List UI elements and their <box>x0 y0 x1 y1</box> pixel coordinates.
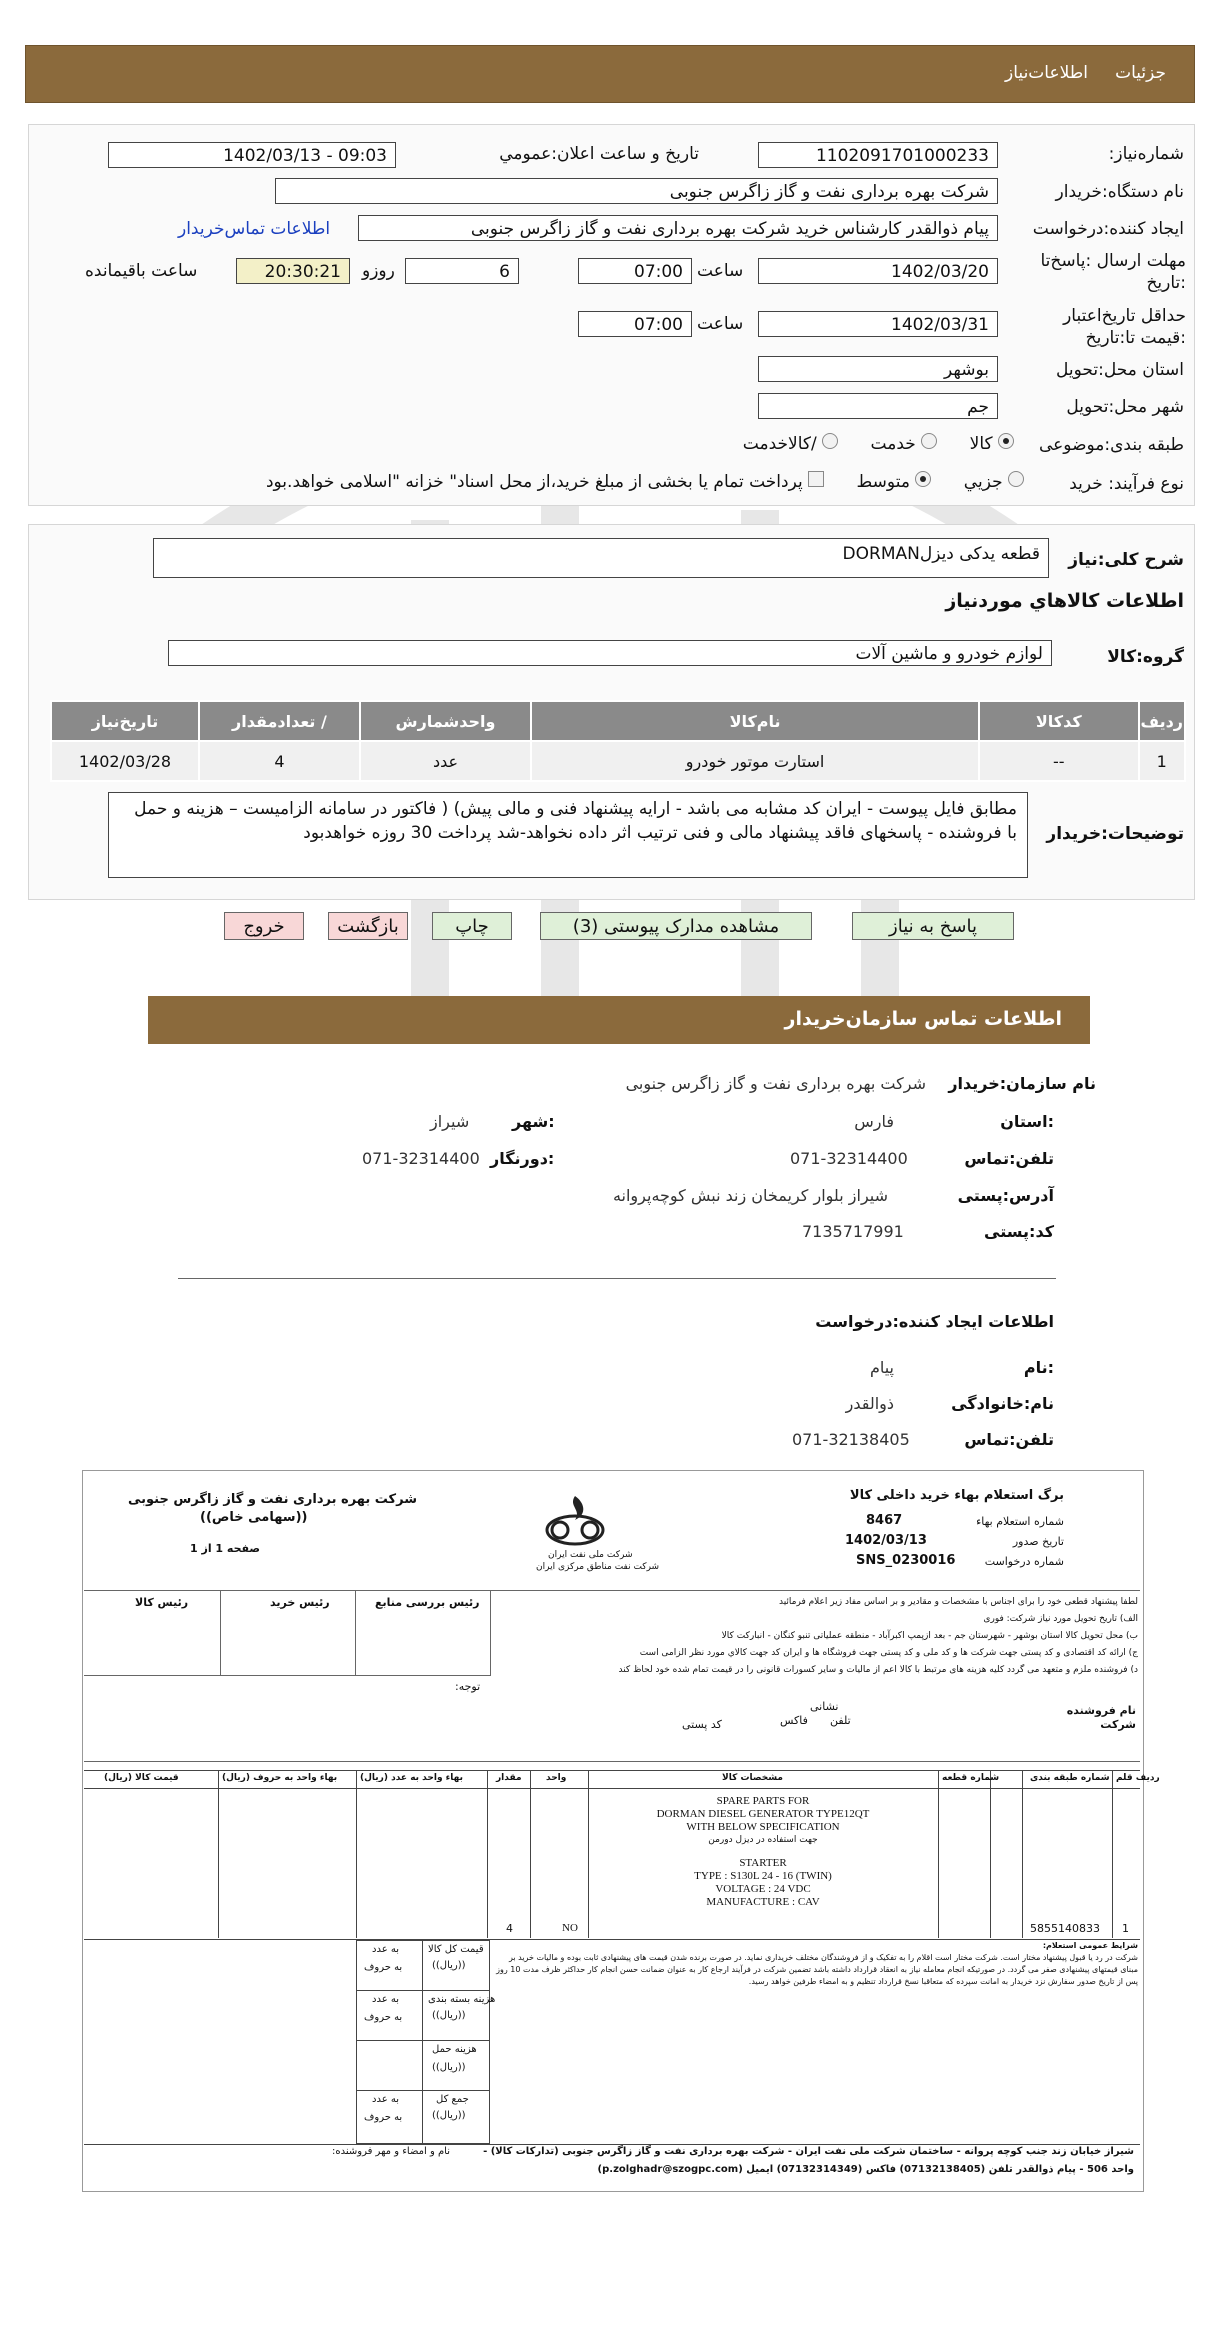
seller-sign-label: نام و امضاء و مهر فروشنده: <box>332 2146 450 2157</box>
scan-note-line: د) فروشنده ملزم و متعهد می گردد کلیه هزینه های مرتبط با کالا اعم از مالیات و سایر کسورات قانونی را در قیمت تمام شده خود لحاظ کند <box>618 1665 1138 1675</box>
scan-col-qty: مقدار <box>496 1773 522 1783</box>
grand-total-label: جمع کل <box>436 2094 469 2105</box>
scan-note-line: الف) تاریخ تحویل مورد نیاز شرکت: فوری <box>983 1614 1138 1624</box>
reply-button[interactable]: پاسخ به نیاز <box>852 912 1014 940</box>
need-number-label: شماره‌نیاز: <box>1108 144 1184 164</box>
deadline-date-field: 1402/03/20 <box>758 258 998 284</box>
col-date: تاریخ‌نیاز <box>51 701 199 741</box>
validity-time-label: ساعت <box>697 314 744 334</box>
contact-province-label: :استان <box>1000 1112 1054 1131</box>
creator-info-heading: اطلاعات ایجاد کننده:درخواست <box>815 1312 1054 1331</box>
col-code: کدکالا <box>979 701 1139 741</box>
scan-col-unit-price-words: بهاء واحد به حروف (ریال) <box>222 1773 338 1783</box>
category-service-label: خدمت <box>870 434 916 454</box>
scan-note-line: ج) ارائه کد اقتصادی و کد پستی جهت شرکت ها و کد ملی و کد پستی جهت فروشگاه ها و ایران کد جهت کالاي مورد نظر الزامی است <box>639 1648 1138 1658</box>
cell-row: 1 <box>1139 741 1185 781</box>
category-options <box>743 433 1014 454</box>
nioc-logo <box>540 1492 610 1548</box>
scan-inquiry-label: شماره استعلام بهاء <box>976 1515 1064 1528</box>
total-packing-label: هزینه بسته بندی <box>428 1994 496 2005</box>
validity-date-field: 1402/03/31 <box>758 311 998 337</box>
seller-company-label: شرکت <box>1100 1718 1136 1731</box>
announce-label: تاریخ و ساعت اعلان:عمومي <box>499 144 699 164</box>
contact-phone-value: 071-32314400 <box>790 1149 908 1168</box>
buyer-contact-link[interactable]: اطلاعات تماس‌خریدار <box>178 219 331 239</box>
sig-purchase-head: رئیس خرید <box>270 1596 330 1609</box>
cell-qty: 4 <box>199 741 360 781</box>
in-numbers-1: به عدد <box>372 1944 399 1955</box>
contact-fax-label: :دورنگار <box>490 1149 555 1168</box>
scan-notes-text <box>488 1594 1138 1679</box>
scan-col-total: قیمت کالا (ریال) <box>104 1773 179 1783</box>
validity-label: حداقل تاریخ‌اعتبار :قیمت تا:تاریخ <box>1063 306 1186 348</box>
contact-phone-label: تلفن:تماس <box>964 1149 1054 1168</box>
process-options <box>266 471 1024 492</box>
category-service-radio[interactable] <box>921 433 937 449</box>
scan-item-row: 1 <box>1122 1922 1129 1935</box>
goods-group-label: گروه:کالا <box>1107 647 1184 667</box>
process-medium-label: متوسط <box>856 472 910 492</box>
category-both-radio[interactable] <box>822 433 838 449</box>
seller-fax-label: فاکس <box>780 1714 808 1727</box>
contact-title: اطلاعات تماس سازمان‌خریدار <box>784 1008 1062 1030</box>
attachments-button[interactable]: مشاهده مدارک پیوستی (3) <box>540 912 812 940</box>
spec-line: MANUFACTURE : CAV <box>706 1896 820 1908</box>
buyer-org-field: شرکت بهره برداری نفت و گاز زاگرس جنوبی <box>275 178 998 204</box>
buyer-notes-label: توضیحات:خریدار <box>1046 824 1184 844</box>
contact-postal-label: کد:پستی <box>984 1222 1054 1241</box>
seller-name-label: نام فروشنده <box>1066 1704 1136 1717</box>
process-medium-radio[interactable] <box>915 471 931 487</box>
category-goods-label: کالا <box>969 434 993 454</box>
goods-table-header <box>51 701 1185 741</box>
contact-divider <box>178 1278 1056 1279</box>
scan-company-type: ((سهامی خاص)) <box>200 1510 308 1525</box>
announce-field: 1402/03/13 - 09:03 <box>108 142 396 168</box>
col-row: ردیف <box>1139 701 1185 741</box>
total-shipping-label: هزینه حمل <box>432 2044 477 2055</box>
contact-fax-value: 071-32314400 <box>362 1149 480 1168</box>
category-goods-radio[interactable] <box>998 433 1014 449</box>
city-field: جم <box>758 393 998 419</box>
scan-note-line: ب) محل تحویل کالا استان بوشهر - شهرستان جم - بعد ازپمپ اکبرآباد - منطقه عملیاتی تنبو کنگان - انبارکت کالا <box>721 1631 1138 1641</box>
cell-code: -- <box>979 741 1139 781</box>
tab-need-info[interactable]: اطلاعات‌نیاز <box>1005 63 1089 83</box>
creator-phone-label: تلفن:تماس <box>964 1430 1054 1449</box>
creator-name-value: پیام <box>869 1358 894 1377</box>
process-partial-label: جزیي <box>963 472 1003 492</box>
contact-address-value: شیراز بلوار کریمخان زند نبش کوچه‌پروانه <box>612 1186 888 1205</box>
creator-family-value: ذوالقدر <box>845 1394 894 1413</box>
contact-org-label: نام سازمان:خریدار <box>948 1074 1096 1093</box>
in-numbers-3: به عدد <box>372 2094 399 2105</box>
scan-inquiry-value: 8467 <box>866 1513 903 1528</box>
deadline-time-field: 07:00 <box>578 258 692 284</box>
scan-col-unit-price-num: بهاء واحد به عدد (ریال) <box>360 1773 463 1783</box>
contact-postal-value: 7135717991 <box>802 1222 904 1241</box>
need-number-field: 1102091701000233 <box>758 142 998 168</box>
remaining-time-field: 20:30:21 <box>236 258 350 284</box>
sig-resources-head: رئیس بررسی منابع <box>375 1596 480 1609</box>
creator-field: پیام ذوالقدر کارشناس خرید شرکت بهره برداری نفت و گاز زاگرس جنوبی <box>358 215 998 241</box>
scan-general-terms <box>490 1940 1138 2050</box>
spec-line: SPARE PARTS FOR <box>716 1795 810 1807</box>
scan-title: برگ استعلام بهاء خرید داخلی کالا <box>849 1488 1064 1503</box>
scan-note-label: توجه: <box>455 1680 481 1693</box>
total-shipping-unit: ((ریال)) <box>432 2062 466 2073</box>
table-row <box>51 741 1185 781</box>
sig-goods-head: رئیس کالا <box>135 1596 189 1609</box>
spec-line: VOLTAGE : 24 VDC <box>715 1883 811 1895</box>
days-label: روزو <box>362 261 395 281</box>
general-terms-title: شرایط عمومی استعلام: <box>1042 1941 1138 1950</box>
contact-province-value: فارس <box>854 1112 894 1131</box>
general-terms-text: شرکت در رد یا قبول پیشنهاد مختار است. شرکت مختار است اقلام را به تفکیک و از فروشندگان مختلف خریداری نماید. در صورت برنده شدن قیمت های پیشنهادی ثابت بوده و مالیات خرید بر مبنای قیمتهای پیشنهادی صفر می گردد. در صورتیکه انجام معامله نیاز به انعقاد قرارداد داشته باشد تضمین شرکت در فرآیند ارجاع کار به عنوان ضمانت حسن انجام کار حداکثر ظرف مدت 10 روز پس از تاریخ صدور سفارش نزد خریدار به امانت سپرده که متعاقبا نسخ قرارداد تنظیم و به امضاء طرفین خواهد رسید. <box>496 1953 1138 1986</box>
spec-line: TYPE : S130L 24 - 16 (TWIN) <box>694 1870 832 1882</box>
scan-company: شرکت بهره برداری نفت و گاز زاگرس جنوبی <box>128 1492 417 1507</box>
scan-item-unit: NO <box>562 1922 578 1934</box>
creator-family-label: نام:خانوادگی <box>951 1394 1054 1413</box>
need-desc-field: قطعه یدکی دیزلDORMAN <box>153 538 1049 578</box>
treasury-payment-note: پرداخت تمام یا بخشی از مبلغ خرید،از محل اسناد" خزانه "اسلامی خواهد.بود <box>265 472 803 492</box>
scan-col-class: شماره طبقه بندی <box>1030 1773 1110 1783</box>
top-header-bar <box>25 45 1195 103</box>
in-numbers-2: به عدد <box>372 1994 399 2005</box>
buyer-org-label: نام دستگاه:خریدار <box>1055 182 1184 202</box>
print-button[interactable]: چاپ <box>432 912 512 940</box>
province-field: بوشهر <box>758 356 998 382</box>
grand-total-unit: ((ریال)) <box>432 2110 466 2121</box>
spec-line: جهت استفاده در دیزل دورمن <box>708 1835 818 1845</box>
scan-col-row: ردیف قلم <box>1116 1773 1160 1783</box>
seller-phone-label: تلفن <box>830 1714 851 1727</box>
city-label: شهر محل:تحویل <box>1066 397 1184 417</box>
in-letters-1: به حروف <box>364 1962 403 1973</box>
scan-issue-date-value: 1402/03/13 <box>845 1533 927 1548</box>
scan-request-value: SNS_0230016 <box>856 1553 956 1568</box>
process-label: نوع فرآیند: خرید <box>1069 474 1184 494</box>
scan-item-spec <box>590 1795 936 1909</box>
exit-button[interactable]: خروج <box>224 912 304 940</box>
spec-line: STARTER <box>739 1857 787 1869</box>
logo-caption: شرکت ملی نفت ایران <box>548 1550 633 1560</box>
col-name: نام‌کالا <box>531 701 979 741</box>
scan-item-qty: 4 <box>506 1922 513 1935</box>
total-goods-label: قیمت کل کالا <box>428 1944 484 1955</box>
creator-label: ایجاد کننده:درخواست <box>1032 219 1184 239</box>
total-goods-unit: ((ریال)) <box>432 1960 466 1971</box>
scan-footer-line1: شیراز خیابان زند جنب کوچه پروانه - ساختمان شرکت ملی نفت ایران - شرکت بهره برداری نفت و گاز زاگرس جنوبی (تدارکات کالا) - <box>483 2146 1134 2157</box>
seller-address-label: نشانی <box>810 1700 839 1713</box>
category-both-label: /کالاخدمت <box>742 434 817 454</box>
creator-phone-value: 071-32138405 <box>792 1430 910 1449</box>
scan-footer-line2: واحد 506 - پیام ذوالقدر تلفن (07132138405) فاکس (07132314349) ایمیل (p.zolghadr@szogpc.com) <box>597 2164 1134 2175</box>
deadline-time-label: ساعت <box>697 261 744 281</box>
scan-col-spec: مشخصات کالا <box>722 1773 783 1783</box>
need-desc-label: شرح کلی:نیاز <box>1068 550 1184 570</box>
goods-table <box>50 700 1186 782</box>
cell-date: 1402/03/28 <box>51 741 199 781</box>
contact-address-label: آدرس:پستی <box>957 1186 1054 1205</box>
scan-col-unit: واحد <box>546 1773 567 1783</box>
in-letters-2: به حروف <box>364 2012 403 2023</box>
scan-page: صفحه 1 از 1 <box>190 1542 261 1555</box>
scan-note-line: لطفا پیشنهاد قطعی خود را برای اجناس با مشخصات و مقادیر و بر اساس مفاد زیر اعلام فرمائید <box>778 1597 1138 1607</box>
contact-header-bar <box>148 996 1090 1044</box>
creator-name-label: :نام <box>1023 1358 1054 1377</box>
validity-time-field: 07:00 <box>578 311 692 337</box>
in-letters-3: به حروف <box>364 2112 403 2123</box>
deadline-label: مهلت ارسال :پاسخ‌تا :تاریخ <box>1040 251 1186 293</box>
back-button[interactable]: بازگشت <box>328 912 408 940</box>
scan-item-class: 5855140833 <box>1030 1922 1100 1935</box>
col-unit: واحدشمارش <box>360 701 531 741</box>
seller-postal-label: کد پستی <box>682 1718 722 1731</box>
category-label: طبقه بندی:موضوعی <box>1038 435 1184 455</box>
spec-line: WITH BELOW SPECIFICATION <box>686 1821 840 1833</box>
spec-line: DORMAN DIESEL GENERATOR TYPE12QT <box>656 1808 870 1820</box>
goods-info-heading: اطلاعات کالاهاي موردنیاز <box>945 590 1184 612</box>
contact-city-value: شیراز <box>430 1112 470 1131</box>
tab-details[interactable]: جزئیات <box>1115 63 1166 83</box>
cell-unit: عدد <box>360 741 531 781</box>
logo-subcaption: شرکت نفت مناطق مرکزی ایران <box>536 1562 660 1572</box>
scan-request-label: شماره درخواست <box>984 1555 1064 1568</box>
contact-org-value: شرکت بهره برداری نفت و گاز زاگرس جنوبی <box>625 1074 926 1093</box>
goods-group-field: لوازم خودرو و ماشین آلات <box>168 640 1052 666</box>
col-qty: / تعدادمقدار <box>199 701 360 741</box>
scan-issue-date-label: تاریخ صدور <box>1012 1535 1064 1548</box>
buyer-notes-box: مطابق فایل پیوست - ایران کد مشابه می باشد - ارایه پیشنهاد فنی و مالی پیش) ( فاکتور در سامانه الزامیست – هزینه و حمل با فروشنده - پاسخهای فاقد پیشنهاد مالی و فنی ترتیب اثر داده نخواهد-شد پرداخت 30 روزه خواهدبود <box>108 792 1028 878</box>
treasury-payment-checkbox[interactable] <box>808 471 824 487</box>
remaining-time-label: ساعت باقیمانده <box>85 261 198 281</box>
days-field: 6 <box>405 258 519 284</box>
contact-city-label: :شهر <box>512 1112 555 1131</box>
province-label: استان محل:تحویل <box>1056 360 1184 380</box>
cell-name: استارت موتور خودرو <box>531 741 979 781</box>
total-packing-unit: ((ریال)) <box>432 2010 466 2021</box>
scan-col-part: شماره قطعه <box>942 1773 1000 1783</box>
process-partial-radio[interactable] <box>1008 471 1024 487</box>
